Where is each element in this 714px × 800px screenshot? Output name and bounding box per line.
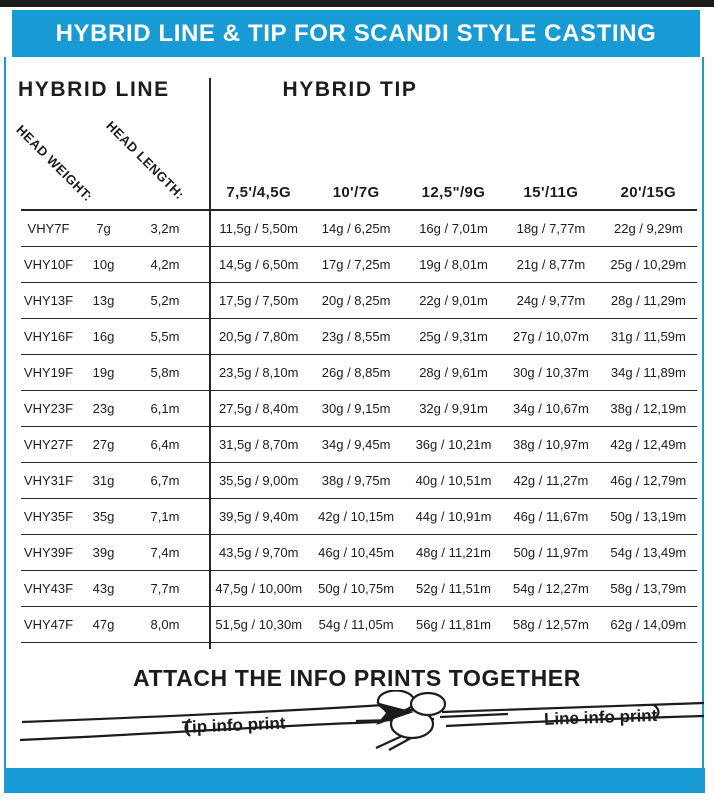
tip-column-header: 15'/11G: [523, 184, 579, 201]
tip-column-header: 20'/15G: [620, 184, 677, 201]
attach-heading: ATTACH THE INFO PRINTS TOGETHER: [133, 665, 581, 691]
right-line-inner-strand: [440, 714, 508, 717]
page-title: HYBRID LINE & TIP FOR SCANDI STYLE CASTING: [55, 19, 657, 47]
page-top-edge: [0, 0, 714, 7]
hybrid-tip-section-label: HYBRID TIP: [282, 78, 418, 101]
tip-spec-cell: 54g / 12,27m: [512, 581, 589, 596]
tip-spec-cell: 54g / 13,49m: [610, 545, 687, 560]
head-length-cell: 5,5m: [150, 329, 180, 344]
tip-spec-cell: 58g / 12,57m: [512, 617, 589, 632]
head-weight-cell: 7g: [96, 221, 111, 236]
table-body: [21, 211, 697, 643]
knot-illustration: [4, 690, 710, 760]
tip-spec-cell: 50g / 13,19m: [610, 509, 687, 524]
head-weight-cell: 35g: [92, 509, 115, 524]
tip-spec-cell: 27g / 10,07m: [512, 329, 589, 344]
head-weight-cell: 23g: [92, 401, 115, 416]
tip-spec-cell: 48g / 11,21m: [416, 545, 491, 560]
title-banner: [12, 10, 700, 57]
tip-spec-cell: 14,5g / 6,50m: [218, 257, 299, 272]
tip-spec-cell: 34g / 9,45m: [321, 437, 391, 452]
table-row: [21, 535, 697, 571]
tip-spec-cell: 25g / 9,31m: [419, 329, 488, 344]
tip-spec-cell: 38g / 9,75m: [321, 473, 391, 488]
tip-spec-cell: 25g / 10,29m: [610, 257, 687, 272]
head-weight-cell: 31g: [92, 473, 115, 488]
tip-spec-cell: 35,5g / 9,00m: [218, 473, 299, 488]
tip-spec-cell: 56g / 11,81m: [416, 617, 491, 632]
model-cell: VHY35F: [23, 509, 74, 524]
head-length-cell: 7,4m: [150, 545, 180, 560]
tip-spec-cell: 31g / 11,59m: [610, 329, 686, 344]
tip-spec-cell: 58g / 13,79m: [610, 581, 687, 596]
head-weight-cell: 43g: [92, 581, 115, 596]
tip-spec-cell: 27,5g / 8,40m: [218, 401, 299, 416]
tip-spec-cell: 47,5g / 10,00m: [215, 581, 303, 596]
tip-spec-cell: 46g / 11,67m: [513, 509, 589, 524]
tip-spec-cell: 34g / 11,89m: [610, 365, 686, 380]
table-row: [21, 319, 697, 355]
tip-spec-cell: 16g / 7,01m: [419, 221, 488, 236]
tip-spec-cell: 17,5g / 7,50m: [218, 293, 299, 308]
head-length-cell: 4,2m: [150, 257, 180, 272]
tip-spec-cell: 42g / 11,27m: [513, 473, 589, 488]
tip-spec-cell: 20g / 8,25m: [321, 293, 391, 308]
tip-spec-cell: 30g / 10,37m: [512, 365, 589, 380]
model-cell: VHY23F: [23, 401, 74, 416]
head-weight-cell: 27g: [92, 437, 115, 452]
tip-spec-cell: 39,5g / 9,40m: [218, 509, 299, 524]
tip-spec-cell: 26g / 8,85m: [321, 365, 391, 380]
head-length-cell: 3,2m: [150, 221, 180, 236]
tip-spec-cell: 62g / 14,09m: [610, 617, 687, 632]
tip-spec-cell: 22g / 9,29m: [614, 221, 683, 236]
tip-spec-cell: 18g / 7,77m: [516, 221, 586, 236]
table-row: [21, 355, 697, 391]
tip-column-header: 10'/7G: [332, 184, 380, 201]
table-row: [21, 247, 697, 283]
tip-column-headers: [210, 184, 697, 206]
tip-spec-cell: 20,5g / 7,80m: [218, 329, 299, 344]
tip-spec-cell: 43,5g / 9,70m: [218, 545, 299, 560]
table-row: [21, 571, 697, 607]
model-cell: VHY7F: [27, 221, 70, 236]
tip-spec-cell: 14g / 6,25m: [321, 221, 391, 236]
table-row: [21, 283, 697, 319]
head-weight-cell: 19g: [92, 365, 115, 380]
tip-spec-cell: 31,5g / 8,70m: [218, 437, 299, 452]
model-cell: VHY43F: [23, 581, 74, 596]
tip-spec-cell: 11,5g / 5,50m: [219, 221, 298, 236]
model-cell: VHY47F: [23, 617, 74, 632]
tip-spec-cell: 51,5g / 10,30m: [215, 617, 303, 632]
tip-spec-cell: 40g / 10,51m: [415, 473, 492, 488]
head-length-cell: 6,4m: [150, 437, 180, 452]
table-row: [21, 427, 697, 463]
model-cell: VHY39F: [23, 545, 74, 560]
table-row: [21, 607, 697, 643]
tip-info-print-label: Tip info print: [181, 713, 286, 738]
tip-spec-cell: 38g / 10,97m: [512, 437, 589, 452]
line-info-print-label: Line info print: [543, 705, 658, 729]
tip-spec-cell: 32g / 9,91m: [419, 401, 488, 416]
tip-spec-cell: 46g / 12,79m: [610, 473, 687, 488]
tip-spec-cell: 46g / 10,45m: [318, 545, 395, 560]
tip-spec-cell: 28g / 9,61m: [419, 365, 488, 380]
model-cell: VHY16F: [23, 329, 74, 344]
head-weight-cell: 13g: [92, 293, 115, 308]
tip-spec-cell: 19g / 8,01m: [419, 257, 488, 272]
tip-spec-cell: 23,5g / 8,10m: [218, 365, 299, 380]
head-length-cell: 7,7m: [150, 581, 180, 596]
tip-spec-cell: 38g / 12,19m: [610, 401, 687, 416]
hybrid-line-section-label: HYBRID LINE: [18, 78, 170, 101]
tip-spec-cell: 54g / 11,05m: [318, 617, 394, 632]
tip-spec-cell: 34g / 10,67m: [512, 401, 589, 416]
table-row: [21, 211, 697, 247]
tip-spec-cell: 23g / 8,55m: [321, 329, 391, 344]
tip-spec-cell: 30g / 9,15m: [321, 401, 391, 416]
model-cell: VHY10F: [23, 257, 74, 272]
model-cell: VHY19F: [23, 365, 74, 380]
tip-spec-cell: 24g / 9,77m: [516, 293, 586, 308]
head-length-cell: 6,7m: [150, 473, 180, 488]
head-length-cell: 5,8m: [150, 365, 180, 380]
tip-spec-cell: 36g / 10,21m: [415, 437, 492, 452]
tip-spec-cell: 28g / 11,29m: [610, 293, 686, 308]
model-cell: VHY31F: [23, 473, 74, 488]
head-length-cell: 8,0m: [150, 617, 180, 632]
tip-spec-cell: 50g / 10,75m: [318, 581, 395, 596]
model-cell: VHY13F: [23, 293, 74, 308]
table-row: [21, 463, 697, 499]
head-length-column-label: HEAD LENGTH:: [103, 117, 188, 203]
tip-spec-cell: 22g / 9,01m: [419, 293, 488, 308]
head-weight-cell: 10g: [92, 257, 115, 272]
table-row: [21, 391, 697, 427]
head-length-cell: 6,1m: [150, 401, 180, 416]
table-row: [21, 499, 697, 535]
tip-spec-cell: 21g / 8,77m: [516, 257, 586, 272]
tip-spec-cell: 17g / 7,25m: [321, 257, 391, 272]
tip-spec-cell: 52g / 11,51m: [416, 581, 491, 596]
tip-spec-cell: 44g / 10,91m: [415, 509, 492, 524]
head-weight-column-label: HEAD WEIGHT:: [13, 122, 96, 205]
head-weight-cell: 47g: [92, 617, 115, 632]
head-length-cell: 5,2m: [150, 293, 180, 308]
tip-column-header: 12,5"/9G: [421, 184, 486, 201]
page-bottom-bar: [5, 768, 705, 793]
head-length-cell: 7,1m: [150, 509, 180, 524]
tip-spec-cell: 42g / 10,15m: [318, 509, 395, 524]
head-weight-cell: 16g: [92, 329, 115, 344]
knot-top-right-loop: [411, 693, 445, 715]
tip-column-header: 7,5'/4,5G: [226, 184, 292, 201]
model-cell: VHY27F: [23, 437, 74, 452]
tip-spec-cell: 42g / 12,49m: [610, 437, 687, 452]
head-weight-cell: 39g: [92, 545, 115, 560]
tip-spec-cell: 50g / 11,97m: [513, 545, 589, 560]
